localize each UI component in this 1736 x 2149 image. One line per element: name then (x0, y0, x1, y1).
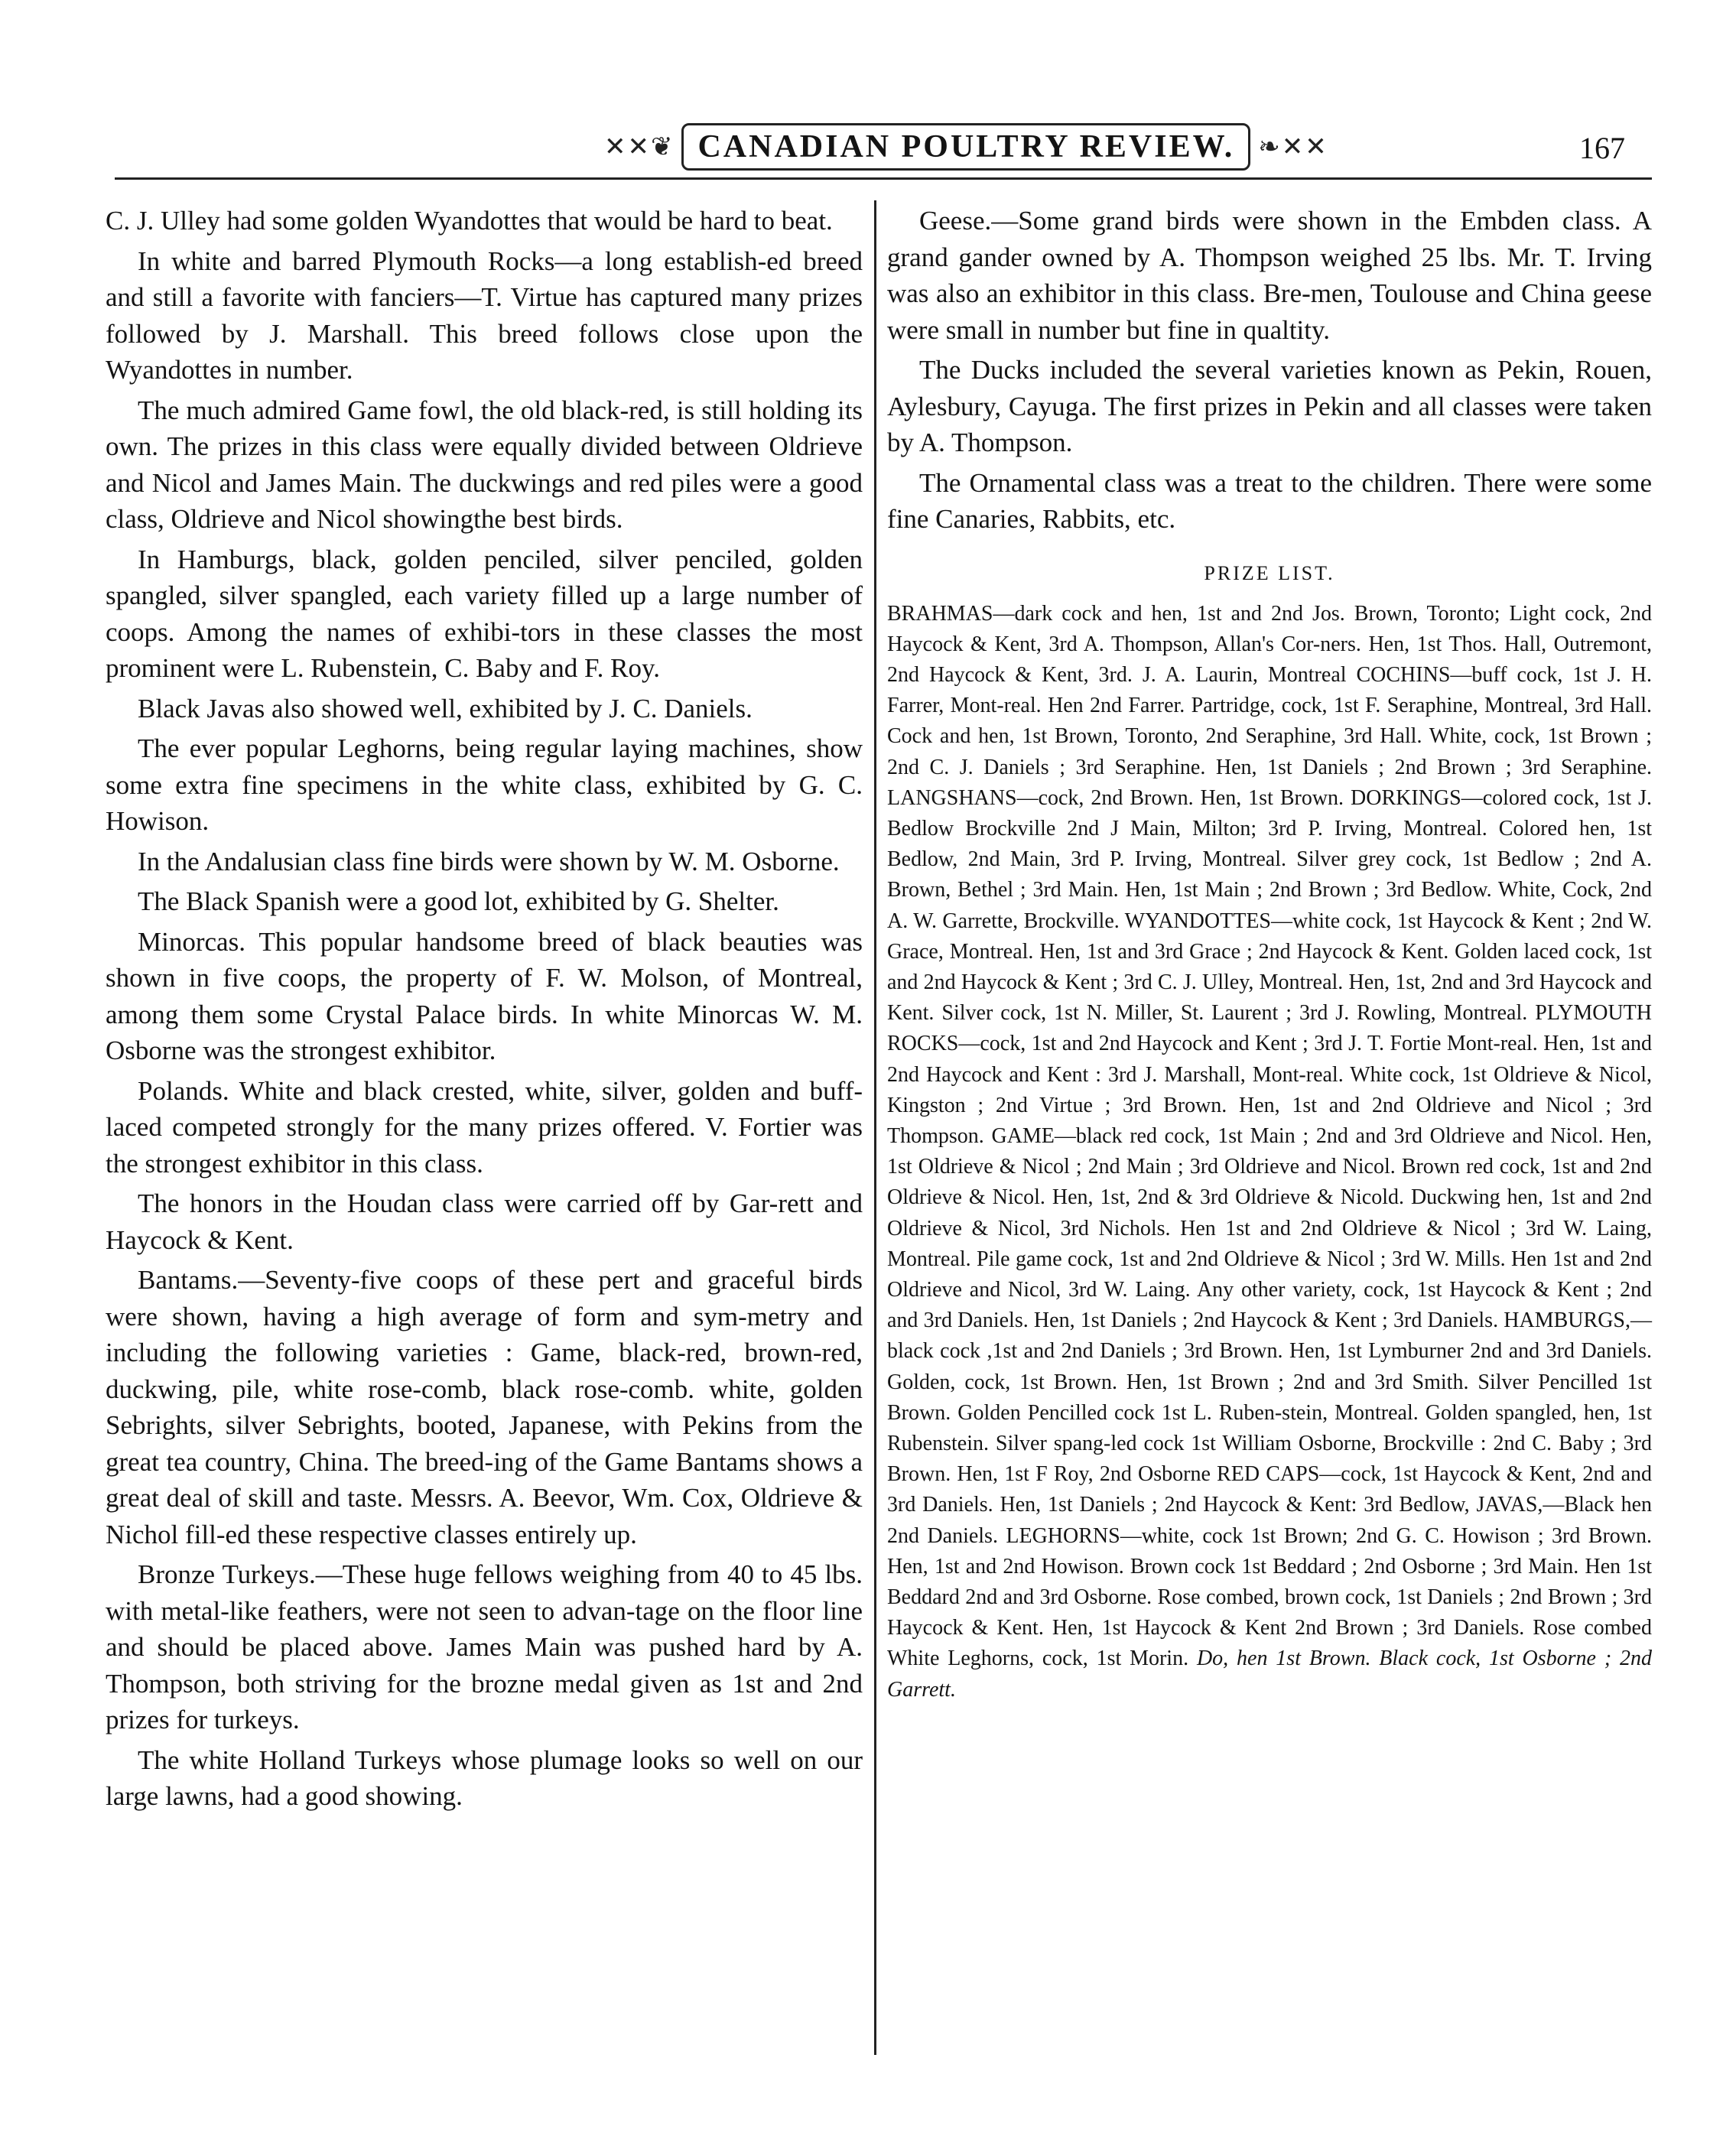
paragraph: The honors in the Houdan class were carried off by Gar-rett and Haycock & Kent. (106, 1188, 863, 1255)
column-divider (874, 200, 876, 2055)
ornament-right: ❧✕✕ (1258, 133, 1328, 161)
prize-list (887, 599, 1652, 1705)
paragraph: The Ducks included the several varieties known as Pekin, Rouen, Aylesbury, Cayuga. The first prizes in Pekin and all classes were taken by A. Thompson. (887, 355, 1652, 457)
paragraph: The white Holland Turkeys whose plumage looks so well on our large lawns, had a good showing. (106, 1744, 863, 1811)
paragraph: Black Javas also showed well, exhibited by J. C. Daniels. (138, 693, 753, 723)
paragraph: In Hamburgs, black, golden penciled, silver penciled, golden spangled, silver spangled, each variety filled up a large number of coops. Among the names of exhibi-tors in these classes the most prominent were L. Rubenstein, C. Baby and F. Roy. (106, 544, 863, 683)
paragraph: Bronze Turkeys.—These huge fellows weighing from 40 to 45 lbs. with metal-like feathers, were not seen to advan-tage on the floor line and should be placed above. James Main was pushed hard by A. Thompson, both striving for the brozne medal given as 1st and 2nd prizes for turkeys. (106, 1559, 863, 1734)
page-number: 167 (1579, 131, 1625, 165)
paragraph: Polands. White and black crested, white, silver, golden and buff-laced competed strongly for the many prizes offered. V. Fortier was the strongest exhibitor in this class. (106, 1075, 863, 1179)
header-rule (115, 177, 1652, 180)
paragraph: In the Andalusian class fine birds were shown by W. M. Osborne. (138, 846, 840, 876)
paragraph: Bantams.—Seventy-five coops of these pert and graceful birds were shown, having a high average of form and sym-metry and including the following varieties : Game, black-red, brown-red, duckwing, pile, white rose-comb, black rose-comb. white, golden Sebrights, silver Sebrights, booted, Japanese, with Pekins from the great tea country, China. The breed-ing of the Game Bantams shows a great deal of skill and taste. Messrs. A. Beevor, Wm. Cox, Oldrieve & Nichol fill-ed these respective classes entirely up. (106, 1265, 863, 1549)
paragraph: The Black Spanish were a good lot, exhibited by G. Shelter. (138, 886, 779, 916)
masthead (604, 122, 1328, 171)
ornament-left: ✕✕❦ (604, 133, 675, 161)
paragraph: The Ornamental class was a treat to the children. There were some fine Canaries, Rabbits, etc. (887, 467, 1652, 534)
right-column (887, 203, 1652, 1705)
paragraph: Minorcas. This popular handsome breed of black beauties was shown in five coops, the property of F. W. Molson, of Montreal, among them some Crystal Palace birds. In white Minorcas W. M. Osborne was the strongest exhibitor. (106, 926, 863, 1065)
page-header (115, 115, 1644, 184)
paragraph: The ever popular Leghorns, being regular laying machines, show some extra fine specimens in the white class, exhibited by G. C. Howison. (106, 733, 863, 836)
paragraph: C. J. Ulley had some golden Wyandottes that would be hard to beat. (106, 206, 833, 236)
prize-list-heading: PRIZE LIST. (1204, 561, 1335, 584)
prize-list-body: BRAHMAS—dark cock and hen, 1st and 2nd Jos. Brown, Toronto; Light cock, 2nd Haycock & Kent, 3rd A. Thompson, Allan's Cor-ners. Hen, 1st Thos. Hall, Outremont, 2nd Haycock & Kent, 3rd. J. A. Laurin, Montreal COCHINS—buff cock, 1st J. H. Farrer, Mont-real. Hen 2nd Farrer. Partridge, cock, 1st F. Seraphine, Montreal, 3rd Hall. Cock and hen, 1st Brown, Toronto, 2nd Seraphine, 3rd Hall. White, cock, 1st Brown ; 2nd C. J. Daniels ; 3rd Seraphine. Hen, 1st Daniels ; 2nd Brown ; 3rd Seraphine. LANGSHANS—cock, 2nd Brown. Hen, 1st Brown. DORKINGS—colored cock, 1st J. Bedlow Brockville 2nd J Main, Milton; 3rd P. Irving, Montreal. Colored hen, 1st Bedlow, 2nd Main, 3rd P. Irving, Montreal. Silver grey cock, 1st Bedlow ; 2nd A. Brown, Bethel ; 3rd Main. Hen, 1st Main ; 2nd Brown ; 3rd Bedlow. White, Cock, 2nd A. W. Garrette, Brockville. WYANDOTTES—white cock, 1st Haycock & Kent ; 2nd W. Grace, Montreal. Hen, 1st and 3rd Grace ; 2nd Haycock & Kent. Golden laced cock, 1st and 2nd Haycock & Kent ; 3rd C. J. Ulley, Montreal. Hen, 1st, 2nd and 3rd Haycock and Kent. Silver cock, 1st N. Miller, St. Laurent ; 3rd J. Rowling, Montreal. PLYMOUTH ROCKS—cock, 1st and 2nd Haycock and Kent ; 3rd J. T. Fortie Mont-real. Hen, 1st and 2nd Haycock and Kent : 3rd J. Marshall, Mont-real. White cock, 1st Oldrieve & Nicol, Kingston ; 2nd Virtue ; 3rd Brown. Hen, 1st and 2nd Oldrieve and Nicol ; 3rd Thompson. GAME—black red cock, 1st Main ; 2nd and 3rd Oldrieve and Nicol. Hen, 1st Oldrieve & Nicol ; 2nd Main ; 3rd Oldrieve and Nicol. Brown red cock, 1st and 2nd Oldrieve & Nicol. Hen, 1st, 2nd & 3rd Oldrieve & Nicold. Duckwing hen, 1st and 2nd Oldrieve & Nicol, 3rd Nichols. Hen 1st and 2nd Oldrieve & Nicol ; 3rd W. Laing, Montreal. Pile game cock, 1st and 2nd Oldrieve & Nicol ; 3rd W. Mills. Hen 1st and 2nd Oldrieve and Nicol, 3rd W. Laing. Any other variety, cock, 1st Haycock & Kent ; 2nd and 3rd Daniels. Hen, 1st Daniels ; 2nd Haycock & Kent ; 3rd Daniels. HAMBURGS,—black cock ,1st and 2nd Daniels ; 3rd Brown. Hen, 1st Lymburner 2nd and 3rd Daniels. Golden, cock, 1st Brown. Hen, 1st Brown ; 2nd and 3rd Smith. Silver Pencilled 1st Brown. Golden Pencilled cock 1st L. Ruben-stein, Montreal. Golden spangled, hen, 1st Rubenstein. Silver spang-led cock 1st William Osborne, Brockville : 2nd C. Baby ; 3rd Brown. Hen, 1st F Roy, 2nd Osborne RED CAPS—cock, 1st Haycock & Kent, 2nd and 3rd Daniels. Hen, 1st Daniels ; 2nd Haycock & Kent: 3rd Bedlow, JAVAS,—Black hen 2nd Daniels. LEGHORNS—white, cock 1st Brown; 2nd G. C. Howison ; 3rd Brown. Hen, 1st and 2nd Howison. Brown cock 1st Beddard ; 2nd Osborne ; 3rd Main. Hen 1st Beddard 2nd and 3rd Osborne. Rose combed, brown cock, 1st Daniels ; 2nd Brown ; 3rd Haycock & Kent. Hen, 1st Haycock & Kent 2nd Brown ; 3rd Daniels. Rose combed White Leghorns, cock, 1st Morin. (887, 601, 1652, 1671)
paragraph: Geese.—Some grand birds were shown in the Embden class. A grand gander owned by A. Thompson weighed 25 lbs. Mr. T. Irving was also an exhibitor in this class. Bre-men, Toulouse and China geese were small in number but fine in qualtity. (887, 206, 1652, 345)
paragraph: In white and barred Plymouth Rocks—a long establish-ed breed and still a favorite with fanciers—T. Virtue has captured many prizes followed by J. Marshall. This breed follows close upon the Wyandottes in number. (106, 245, 863, 385)
prize-list-end: Do, hen 1st Brown. Black cock, 1st Osborne ; 2nd Garrett. (887, 1647, 1653, 1702)
masthead-title: CANADIAN POULTRY REVIEW. (681, 123, 1250, 171)
paragraph: The much admired Game fowl, the old black-red, is still holding its own. The prizes in this class were equally divided between Oldrieve and Nicol and James Main. The duckwings and red piles were a good class, Oldrieve and Nicol showingthe best birds. (106, 395, 863, 534)
left-column (106, 203, 863, 1819)
